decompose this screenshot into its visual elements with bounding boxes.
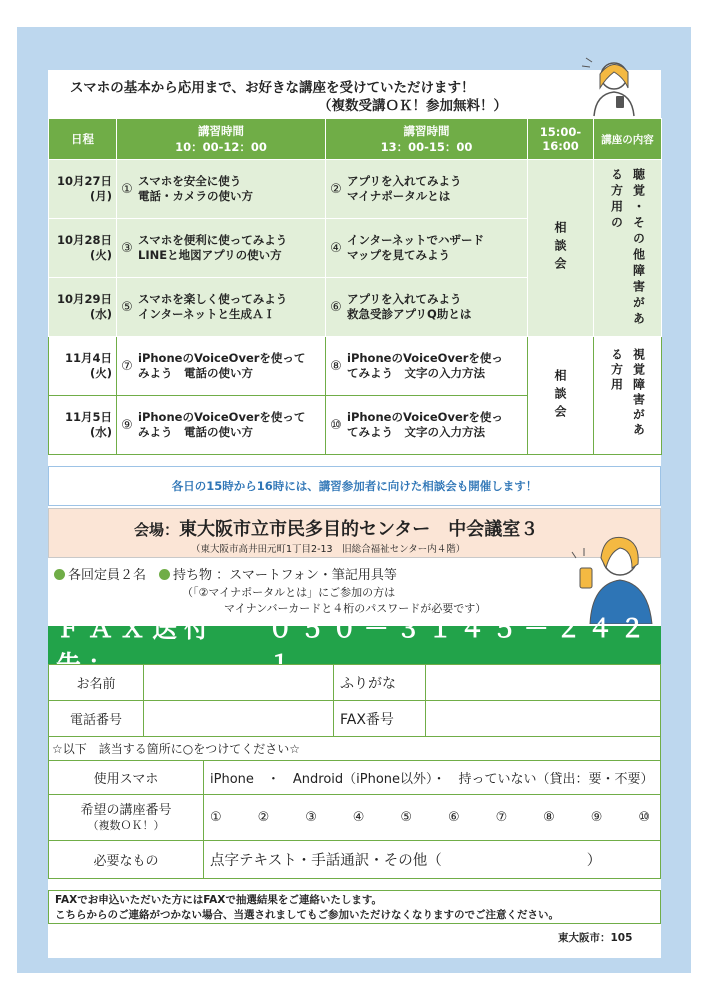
course-option[interactable]: ⑩ xyxy=(638,810,650,825)
consult-cell-1: 相談会 xyxy=(528,160,594,337)
table-row: 10月28日 (火) ③ スマホを便利に使ってみよう LINEと地図アプリの使い方 ④ インターネットでハザード マップを見てみよう xyxy=(49,219,662,278)
course-option[interactable]: ⑧ xyxy=(543,810,555,825)
phone-type-options[interactable]: iPhone ・ Android（iPhone以外）・ 持っていない（貸出：要・不要） xyxy=(204,761,661,795)
schedule-header xyxy=(49,119,662,160)
course-option[interactable]: ④ xyxy=(352,810,365,825)
table-row: 10月27日 (月) ① スマホを安全に使う 電話・カメラの使い方 ② アプリを入れてみよう マイナポータルとは 相談会 聴覚・その他障害がある方用の xyxy=(49,160,662,219)
header-pm: 講習時間 13：00-15：00 xyxy=(326,119,528,160)
header-date: 日程 xyxy=(49,119,117,160)
needs-label: 必要なもの xyxy=(49,841,204,879)
capacity: 各回定員２名 xyxy=(68,568,147,583)
footer-line1: FAXでお申込いただいた方にはFAXで抽選結果をご連絡いたします。 xyxy=(55,894,383,906)
bullet-icon xyxy=(159,569,170,580)
page-id: 東大阪市：105 xyxy=(558,932,633,944)
target-cell-2: 視覚障害がある方用 xyxy=(594,337,662,455)
table-row: 11月5日 (水) ⑨ iPhoneのVoiceOverを使って みよう 電話の使い方 ⑩ iPhoneのVoiceOverを使っ てみよう 文字の入力方法 xyxy=(49,396,662,455)
table-row: 11月4日 (火) ⑦ iPhoneのVoiceOverを使って みよう 電話の使い方 ⑧ iPhoneのVoiceOverを使っ てみよう 文字の入力方法 相談会 視覚障害がある方用 xyxy=(49,337,662,396)
phone-field[interactable] xyxy=(144,701,334,737)
course-option[interactable]: ⑤ xyxy=(400,810,413,825)
header-content: 講座の内容 xyxy=(594,119,662,160)
consult-cell-2: 相談会 xyxy=(528,337,594,455)
headline xyxy=(48,70,661,118)
note-line1: （「②マイナポータルとは」にご参加の方は xyxy=(182,586,396,599)
bring-items: 持ち物 ：スマートフォン・筆記用具等 xyxy=(173,568,397,583)
course-option[interactable]: ⑨ xyxy=(590,810,603,825)
schedule-table xyxy=(48,118,662,455)
fax-banner xyxy=(48,614,661,679)
name-label: お名前 xyxy=(49,665,144,701)
needs-options[interactable]: 点字テキスト・手話通訳・その他（ ） xyxy=(204,841,661,879)
footer-note xyxy=(48,890,661,924)
fax-label: ＦＡＸ送付先： xyxy=(56,614,217,679)
form-instruction: ☆以下 該当する箇所に○をつけてください☆ xyxy=(49,737,661,761)
name-field[interactable] xyxy=(144,665,334,701)
header-late: 15:00-16:00 xyxy=(528,119,594,160)
course-option[interactable]: ⑦ xyxy=(495,810,508,825)
woman-with-phone-illustration xyxy=(576,48,646,118)
course-label: 希望の講座番号 （複数ＯＫ！） xyxy=(49,795,204,841)
flyer-sheet xyxy=(48,70,661,958)
course-option[interactable]: ② xyxy=(257,810,270,825)
header-am: 講習時間 10：00-12：00 xyxy=(117,119,326,160)
footer-line2: こちらからのご連絡がつかない場合、当選されましてもご参加いただけなくなりますのでご注意ください。 xyxy=(55,909,559,921)
headline-line2: （複数受講ＯＫ！参加無料！） xyxy=(318,98,507,114)
bullet-icon xyxy=(54,569,65,580)
course-number-options[interactable] xyxy=(204,795,661,841)
venue-label: 会場： xyxy=(134,521,180,539)
target-cell-1: 聴覚・その他障害がある方用の xyxy=(594,160,662,337)
course-option[interactable]: ① xyxy=(210,810,222,825)
venue-name: 東大阪市立市民多目的センター 中会議室３ xyxy=(179,519,539,540)
fax-number: ０５０－３１４５－２４２１ xyxy=(267,614,652,679)
headline-line1: スマホの基本から応用まで、お好きな講座を受けていただけます！ xyxy=(70,80,475,96)
furigana-label: ふりがな xyxy=(334,665,426,701)
phone-label: 電話番号 xyxy=(49,701,144,737)
fax-number-label: FAX番号 xyxy=(334,701,426,737)
phone-type-label: 使用スマホ xyxy=(49,761,204,795)
fax-number-field[interactable] xyxy=(426,701,661,737)
course-option[interactable]: ③ xyxy=(305,810,317,825)
application-form xyxy=(48,664,661,879)
course-option[interactable]: ⑥ xyxy=(447,810,460,825)
consultation-note: 各日の15時から16時には、講習参加者に向けた相談会も開催します！ xyxy=(48,466,661,506)
table-row: 10月29日 (水) ⑤ スマホを楽しく使ってみよう インターネットと生成ＡＩ ⑥ アプリを入れてみよう 救急受診アプリQ助とは xyxy=(49,278,662,337)
venue-address: （東大阪市高井田元町1丁目2-13 旧総合福祉センター内４階） xyxy=(191,544,466,555)
furigana-field[interactable] xyxy=(426,665,661,701)
note-line2: マイナンバーカードと４桁のパスワードが必要です） xyxy=(224,602,487,615)
